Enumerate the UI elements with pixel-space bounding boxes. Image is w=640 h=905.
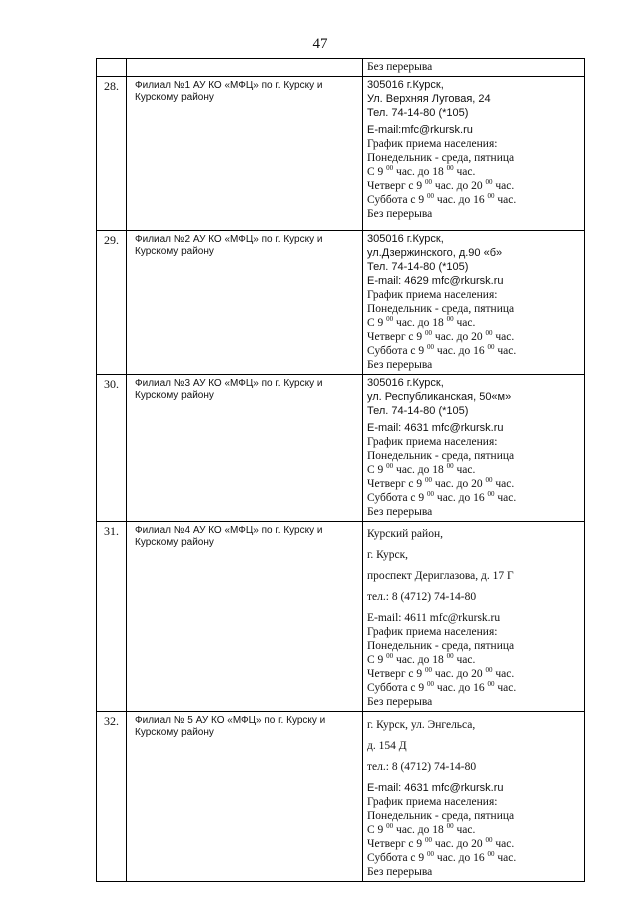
schedule-hours: С 9 $^{00}$ час. до 18 $^{00}$ час. xyxy=(367,462,476,476)
branch-contacts xyxy=(363,522,585,712)
superscript-minutes: 00 xyxy=(427,343,435,351)
superscript-minutes: 00 xyxy=(487,343,495,351)
superscript-minutes: 00 xyxy=(386,462,394,470)
table-row xyxy=(97,77,585,231)
email-line: E-mail: 4631 mfc@rkursk.ru xyxy=(367,782,504,794)
superscript-minutes: 00 xyxy=(386,822,394,830)
branch-name: Филиал №4 АУ КО «МФЦ» по г. Курску и Курскому району xyxy=(127,522,363,712)
schedule-days: Понедельник - среда, пятница xyxy=(367,152,515,164)
table-row xyxy=(97,59,585,77)
schedule-saturday: Суббота с 9 $^{00}$ час. до 16 $^{00}$ час. xyxy=(367,680,517,694)
schedule-hours: С 9 $^{00}$ час. до 18 $^{00}$ час. xyxy=(367,822,476,836)
schedule-title: График приема населения: xyxy=(367,289,498,301)
schedule-hours: С 9 $^{00}$ час. до 18 $^{00}$ час. xyxy=(367,164,476,178)
branch-name: Филиал № 5 АУ КО «МФЦ» по г. Курску и Курскому району xyxy=(127,712,363,882)
no-break-note: Без перерыва xyxy=(367,208,433,220)
branch-name: Филиал №3 АУ КО «МФЦ» по г. Курску и Курскому району xyxy=(127,375,363,522)
superscript-minutes: 00 xyxy=(425,329,433,337)
schedule-saturday: Суббота с 9 $^{00}$ час. до 16 $^{00}$ час. xyxy=(367,192,517,206)
superscript-minutes: 00 xyxy=(487,680,495,688)
phone-line: Тел. 74-14-80 (*105) xyxy=(367,261,469,273)
table-row xyxy=(97,522,585,712)
schedule-thursday: Четверг с 9 $^{00}$ час. до 20 $^{00}$ час. xyxy=(367,836,515,850)
superscript-minutes: 00 xyxy=(485,178,493,186)
schedule-days: Понедельник - среда, пятница xyxy=(367,640,515,652)
schedule-hours: С 9 $^{00}$ час. до 18 $^{00}$ час. xyxy=(367,652,476,666)
email-line: E-mail: 4631 mfc@rkursk.ru xyxy=(367,422,504,434)
superscript-minutes: 00 xyxy=(425,836,433,844)
address-line: д. 154 Д xyxy=(367,740,407,752)
address-line: 305016 г.Курск, xyxy=(367,79,444,91)
schedule-thursday: Четверг с 9 $^{00}$ час. до 20 $^{00}$ час. xyxy=(367,178,515,192)
phone-line: тел.: 8 (4712) 74-14-80 xyxy=(367,761,477,773)
address-line: Курский район, xyxy=(367,528,443,540)
no-break-note: Без перерыва xyxy=(367,359,433,371)
no-break-note: Без перерыва xyxy=(367,866,433,878)
no-break-note: Без перерыва xyxy=(367,696,433,708)
superscript-minutes: 00 xyxy=(386,315,394,323)
schedule-thursday: Четверг с 9 $^{00}$ час. до 20 $^{00}$ час. xyxy=(367,329,515,343)
address-line: ул. Республиканская, 50«м» xyxy=(367,391,512,403)
row-number: 30. xyxy=(97,375,127,522)
branch-contacts xyxy=(363,375,585,522)
email-line: E-mail: 4629 mfc@rkursk.ru xyxy=(367,275,504,287)
phone-line: тел.: 8 (4712) 74-14-80 xyxy=(367,591,477,603)
schedule-title: График приема населения: xyxy=(367,436,498,448)
page-number: 47 xyxy=(312,36,328,52)
address-line: г. Курск, ул. Энгельса, xyxy=(367,719,476,731)
superscript-minutes: 00 xyxy=(485,666,493,674)
superscript-minutes: 00 xyxy=(446,462,454,470)
branch-contacts xyxy=(363,77,585,231)
address-line: проспект Дериглазова, д. 17 Г xyxy=(367,570,514,582)
superscript-minutes: 00 xyxy=(485,476,493,484)
schedule-hours: С 9 $^{00}$ час. до 18 $^{00}$ час. xyxy=(367,315,476,329)
email-line: E-mail:mfc@rkursk.ru xyxy=(367,124,473,136)
address-line: 305016 г.Курск, xyxy=(367,377,444,389)
address-line: ул.Дзержинского, д.90 «б» xyxy=(367,247,503,259)
schedule-thursday: Четверг с 9 $^{00}$ час. до 20 $^{00}$ час. xyxy=(367,476,515,490)
branch-name: Филиал №1 АУ КО «МФЦ» по г. Курску и Курскому району xyxy=(127,77,363,231)
table-row xyxy=(97,375,585,522)
schedule-saturday: Суббота с 9 $^{00}$ час. до 16 $^{00}$ час. xyxy=(367,343,517,357)
superscript-minutes: 00 xyxy=(487,850,495,858)
no-break-note: Без перерыва xyxy=(367,506,433,518)
superscript-minutes: 00 xyxy=(446,822,454,830)
schedule-saturday: Суббота с 9 $^{00}$ час. до 16 $^{00}$ час. xyxy=(367,490,517,504)
superscript-minutes: 00 xyxy=(485,329,493,337)
superscript-minutes: 00 xyxy=(446,315,454,323)
schedule-saturday: Суббота с 9 $^{00}$ час. до 16 $^{00}$ час. xyxy=(367,850,517,864)
phone-line: Тел. 74-14-80 (*105) xyxy=(367,107,469,119)
superscript-minutes: 00 xyxy=(427,680,435,688)
superscript-minutes: 00 xyxy=(427,192,435,200)
table-row xyxy=(97,231,585,375)
row-number: 32. xyxy=(97,712,127,882)
superscript-minutes: 00 xyxy=(386,652,394,660)
schedule-days: Понедельник - среда, пятница xyxy=(367,810,515,822)
schedule-title: График приема населения: xyxy=(367,626,498,638)
schedule-title: График приема населения: xyxy=(367,796,498,808)
superscript-minutes: 00 xyxy=(427,490,435,498)
address-line: 305016 г.Курск, xyxy=(367,233,444,245)
superscript-minutes: 00 xyxy=(446,652,454,660)
branch-name: Филиал №2 АУ КО «МФЦ» по г. Курску и Курскому району xyxy=(127,231,363,375)
superscript-minutes: 00 xyxy=(425,178,433,186)
table-row xyxy=(97,712,585,882)
branch-contacts xyxy=(363,231,585,375)
schedule-thursday: Четверг с 9 $^{00}$ час. до 20 $^{00}$ час. xyxy=(367,666,515,680)
superscript-minutes: 00 xyxy=(446,164,454,172)
superscript-minutes: 00 xyxy=(487,490,495,498)
superscript-minutes: 00 xyxy=(425,476,433,484)
superscript-minutes: 00 xyxy=(386,164,394,172)
row-number: 28. xyxy=(97,77,127,231)
branch-contacts xyxy=(363,712,585,882)
schedule-days: Понедельник - среда, пятница xyxy=(367,450,515,462)
email-line: E-mail: 4611 mfc@rkursk.ru xyxy=(367,612,501,624)
empty-cell xyxy=(127,59,363,77)
superscript-minutes: 00 xyxy=(427,850,435,858)
address-line: г. Курск, xyxy=(367,549,409,561)
phone-line: Тел. 74-14-80 (*105) xyxy=(367,405,469,417)
empty-cell xyxy=(97,59,127,77)
schedule-days: Понедельник - среда, пятница xyxy=(367,303,515,315)
row-number: 31. xyxy=(97,522,127,712)
superscript-minutes: 00 xyxy=(425,666,433,674)
continued-note: Без перерыва xyxy=(363,59,585,77)
row-number: 29. xyxy=(97,231,127,375)
branch-table xyxy=(96,58,585,882)
address-line: Ул. Верхняя Луговая, 24 xyxy=(367,93,491,105)
superscript-minutes: 00 xyxy=(485,836,493,844)
schedule-title: График приема населения: xyxy=(367,138,498,150)
superscript-minutes: 00 xyxy=(487,192,495,200)
